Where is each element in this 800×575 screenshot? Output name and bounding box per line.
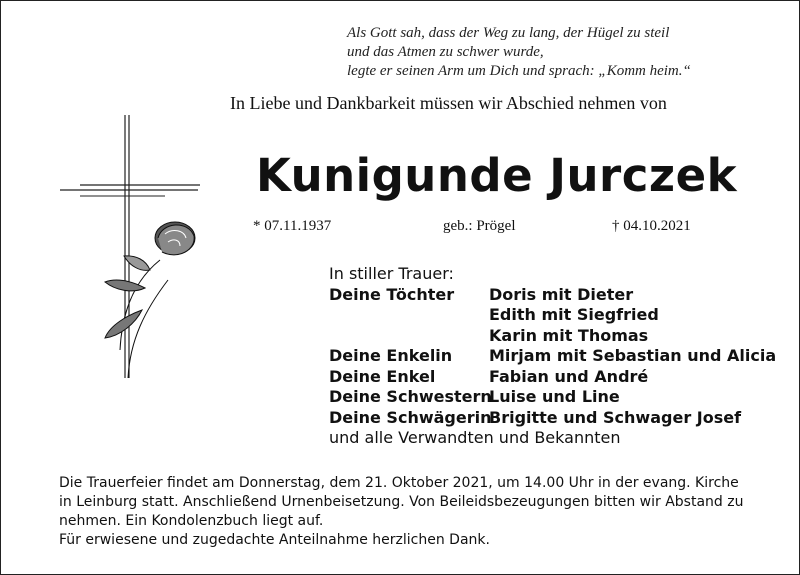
relation-label (329, 305, 489, 326)
list-item (329, 367, 776, 388)
notice-line: Die Trauerfeier findet am Donnerstag, dem 21. Oktober 2021, um 14.00 Uhr in der evang. Kirche (59, 475, 739, 491)
mourners-closing: und alle Verwandten und Bekannten (329, 428, 621, 447)
mourner-names: Luise und Line (489, 387, 620, 406)
notice-line: Für erwiesene und zugedachte Anteilnahme herzlichen Dank. (59, 532, 490, 548)
relation-label (329, 326, 489, 347)
intro-text: In Liebe und Dankbarkeit müssen wir Abschied nehmen von (230, 93, 667, 113)
poem-line: Als Gott sah, dass der Weg zu lang, der Hügel zu steil (347, 25, 670, 41)
mourner-names: Mirjam mit Sebastian und Alicia (489, 346, 777, 365)
relation-label: Deine Schwestern (329, 387, 492, 406)
relation-label: Deine Töchter (329, 284, 455, 304)
mourner-names: Karin mit Thomas (489, 325, 649, 345)
mourners-heading: In stiller Trauer: (329, 264, 454, 283)
poem-line: legte er seinen Arm um Dich und sprach: „Komm heim.“ (347, 63, 691, 79)
maiden-name: geb.: Prögel (443, 218, 516, 234)
notice-line: nehmen. Ein Kondolenzbuch liegt auf. (59, 513, 324, 529)
relation-label: Deine Schwägerin (329, 407, 492, 427)
list-item (329, 326, 776, 347)
list-item (329, 408, 776, 429)
list-item (329, 346, 776, 367)
death-date: † 04.10.2021 (612, 218, 691, 234)
mourner-names: Edith mit Siegfried (489, 305, 659, 324)
mourner-names: Fabian und André (489, 366, 649, 386)
mourners-list (329, 264, 776, 449)
birth-date: * 07.11.1937 (253, 218, 332, 234)
funeral-notice (59, 474, 789, 550)
notice-line: in Leinburg statt. Anschließend Urnenbeisetzung. Von Beileidsbezeugungen bitten wir Abstand zu (59, 494, 744, 510)
list-item (329, 305, 776, 326)
relation-label: Deine Enkelin (329, 346, 453, 365)
list-item (329, 387, 776, 408)
poem-line: und das Atmen zu schwer wurde, (347, 44, 544, 60)
mourner-names: Doris mit Dieter (489, 284, 634, 304)
poem (347, 24, 787, 81)
rose-icon (105, 222, 195, 378)
list-item (329, 285, 776, 306)
deceased-name: Kunigunde Jurczek (256, 149, 738, 202)
mourner-names: Brigitte und Schwager Josef (489, 407, 742, 427)
cross-and-rose-artwork (50, 110, 240, 385)
relation-label: Deine Enkel (329, 366, 436, 386)
